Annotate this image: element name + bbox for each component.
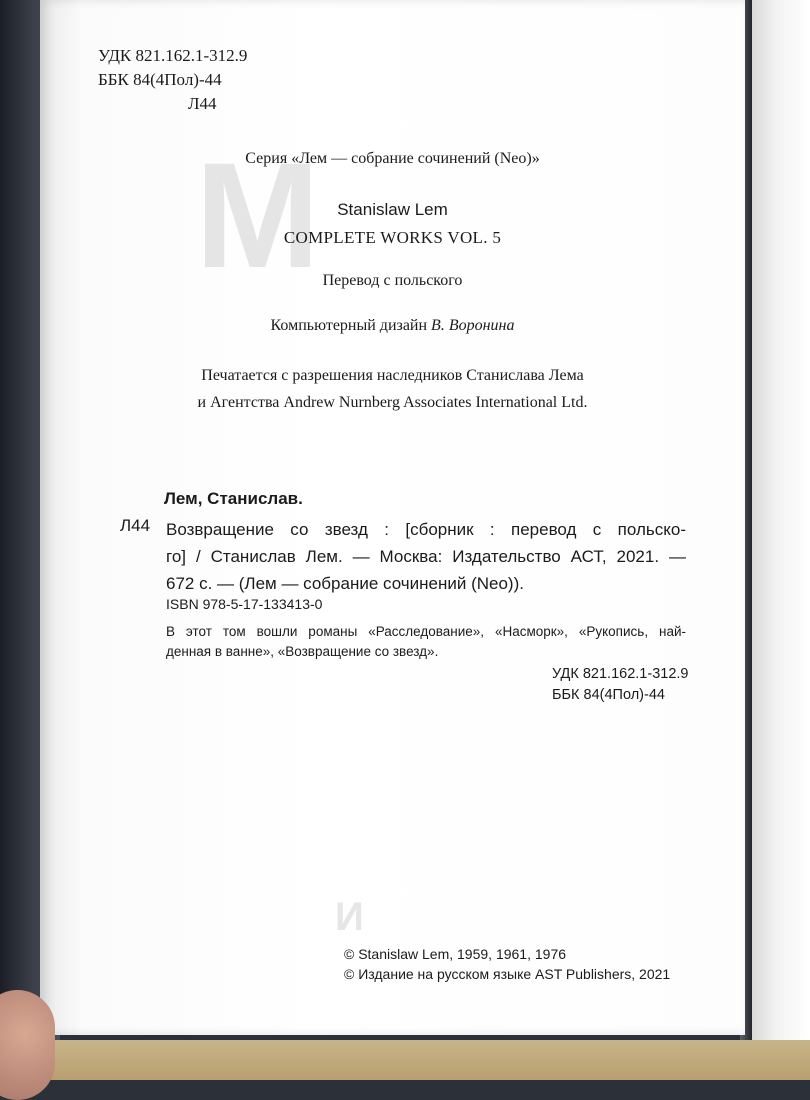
author-mark: Л44 bbox=[188, 94, 217, 113]
copyright-notice bbox=[344, 944, 670, 984]
permission-line: и Агентства Andrew Nurnberg Associates International Ltd. bbox=[197, 394, 588, 411]
show-through-publisher-logo: N bbox=[335, 895, 364, 939]
translation-note: Перевод с польского bbox=[322, 272, 463, 289]
bib-bbk: ББК 84(4Пол)-44 bbox=[552, 687, 665, 703]
background-surface bbox=[0, 1040, 810, 1080]
bib-author: Лем, Станислав. bbox=[164, 489, 303, 508]
copyright-line: © Издание на русском языке AST Publishers, 2021 bbox=[344, 966, 671, 982]
isbn: ISBN 978-5-17-133413-0 bbox=[166, 596, 323, 612]
bib-description-line: 672 с. — (Лем — собрание сочинений (Neo)). bbox=[166, 574, 524, 593]
classification-codes bbox=[98, 44, 247, 116]
author-latin: Stanislaw Lem bbox=[337, 200, 448, 219]
permission-line: Печатается с разрешения наследников Станислава Лема bbox=[201, 367, 584, 384]
bib-description-line: го] / Станислав Лем. — Москва: Издательство АСТ, 2021. — bbox=[166, 547, 686, 566]
designer-name: В. Воронина bbox=[431, 317, 515, 334]
volume-contents bbox=[166, 622, 686, 662]
bbk-code: ББК 84(4Пол)-44 bbox=[98, 70, 222, 89]
bib-classification bbox=[552, 664, 688, 706]
facing-page-edge bbox=[752, 0, 810, 1040]
udk-code: УДК 821.162.1-312.9 bbox=[98, 46, 248, 65]
contents-line: В этот том вошли романы «Расследование», «Насморк», «Рукопись, най- bbox=[166, 624, 686, 639]
bib-description bbox=[166, 516, 686, 597]
bib-author-mark: Л44 bbox=[120, 516, 151, 535]
design-label: Компьютерный дизайн bbox=[270, 317, 428, 334]
permission-notice bbox=[40, 362, 745, 416]
contents-line: денная в ванне», «Возвращение со звезд». bbox=[166, 644, 439, 659]
original-title: COMPLETE WORKS VOL. 5 bbox=[283, 228, 502, 247]
series-line: Серия «Лем — собрание сочинений (Neo)» bbox=[245, 150, 540, 167]
bib-description-line: Возвращение со звезд : [сборник : перевод с польско- bbox=[166, 520, 686, 539]
copyright-line: © Stanislaw Lem, 1959, 1961, 1976 bbox=[344, 946, 567, 962]
bib-udk: УДК 821.162.1-312.9 bbox=[552, 666, 689, 682]
show-through-title-mark: M bbox=[195, 131, 320, 299]
thumb bbox=[0, 990, 55, 1100]
design-credit bbox=[40, 317, 745, 335]
